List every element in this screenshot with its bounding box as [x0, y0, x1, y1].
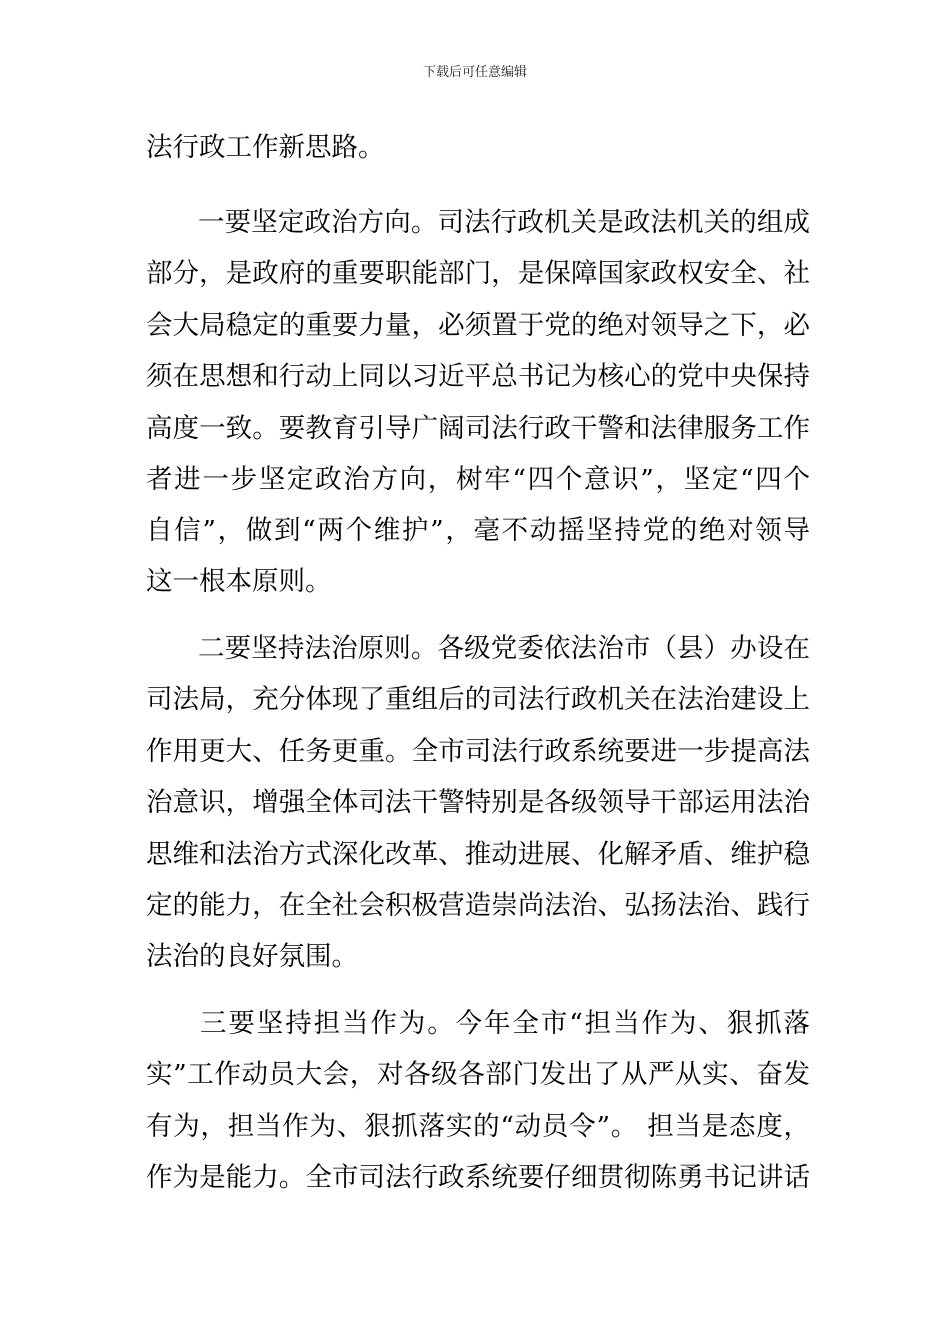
text-line: 思维和法治方式深化改革、推动进展、化解矛盾、维护稳 [146, 839, 810, 870]
text-line: 法行政工作新思路。 [146, 132, 385, 163]
text-line: 须在思想和行动上同以习近平总书记为核心的党中央保持 [146, 361, 810, 392]
paragraph-2-first-line: 二要坚持法治原则。各级党委依法治市（县）办设在 [198, 633, 810, 664]
paragraph-3-first-line: 三要坚持担当作为。今年全市“担当作为、狠抓落 [200, 1008, 810, 1039]
text-line: 实”工作动员大会，对各级各部门发出了从严从实、奋发 [146, 1059, 810, 1090]
text-line: 有为，担当作为、狠抓落实的“动员令”。 担当是态度， [146, 1111, 810, 1142]
text-line: 作用更大、任务更重。全市司法行政系统要进一步提高法 [146, 736, 810, 767]
text-line: 者进一步坚定政治方向，树牢“四个意识”，坚定“四个 [146, 464, 810, 495]
text-line: 会大局稳定的重要力量，必须置于党的绝对领导之下，必 [146, 310, 810, 341]
text-line: 这一根本原则。 [146, 566, 332, 597]
paragraph-1-first-line: 一要坚定政治方向。司法行政机关是政法机关的组成 [198, 207, 810, 238]
text-line: 治意识，增强全体司法干警特别是各级领导干部运用法治 [146, 787, 810, 818]
text-line: 作为是能力。全市司法行政系统要仔细贯彻陈勇书记讲话 [146, 1162, 810, 1193]
text-line: 司法局，充分体现了重组后的司法行政机关在法治建设上 [146, 684, 810, 715]
text-line: 定的能力，在全社会积极营造崇尚法治、弘扬法治、践行 [146, 890, 810, 921]
text-line: 自信”，做到“两个维护”，毫不动摇坚持党的绝对领导 [146, 515, 810, 546]
page-header-note: 下载后可任意编辑 [422, 65, 527, 80]
text-line: 部分，是政府的重要职能部门，是保障国家政权安全、社 [146, 258, 810, 289]
text-line: 高度一致。要教育引导广阔司法行政干警和法律服务工作 [146, 413, 810, 444]
text-line: 法治的良好氛围。 [146, 941, 358, 972]
